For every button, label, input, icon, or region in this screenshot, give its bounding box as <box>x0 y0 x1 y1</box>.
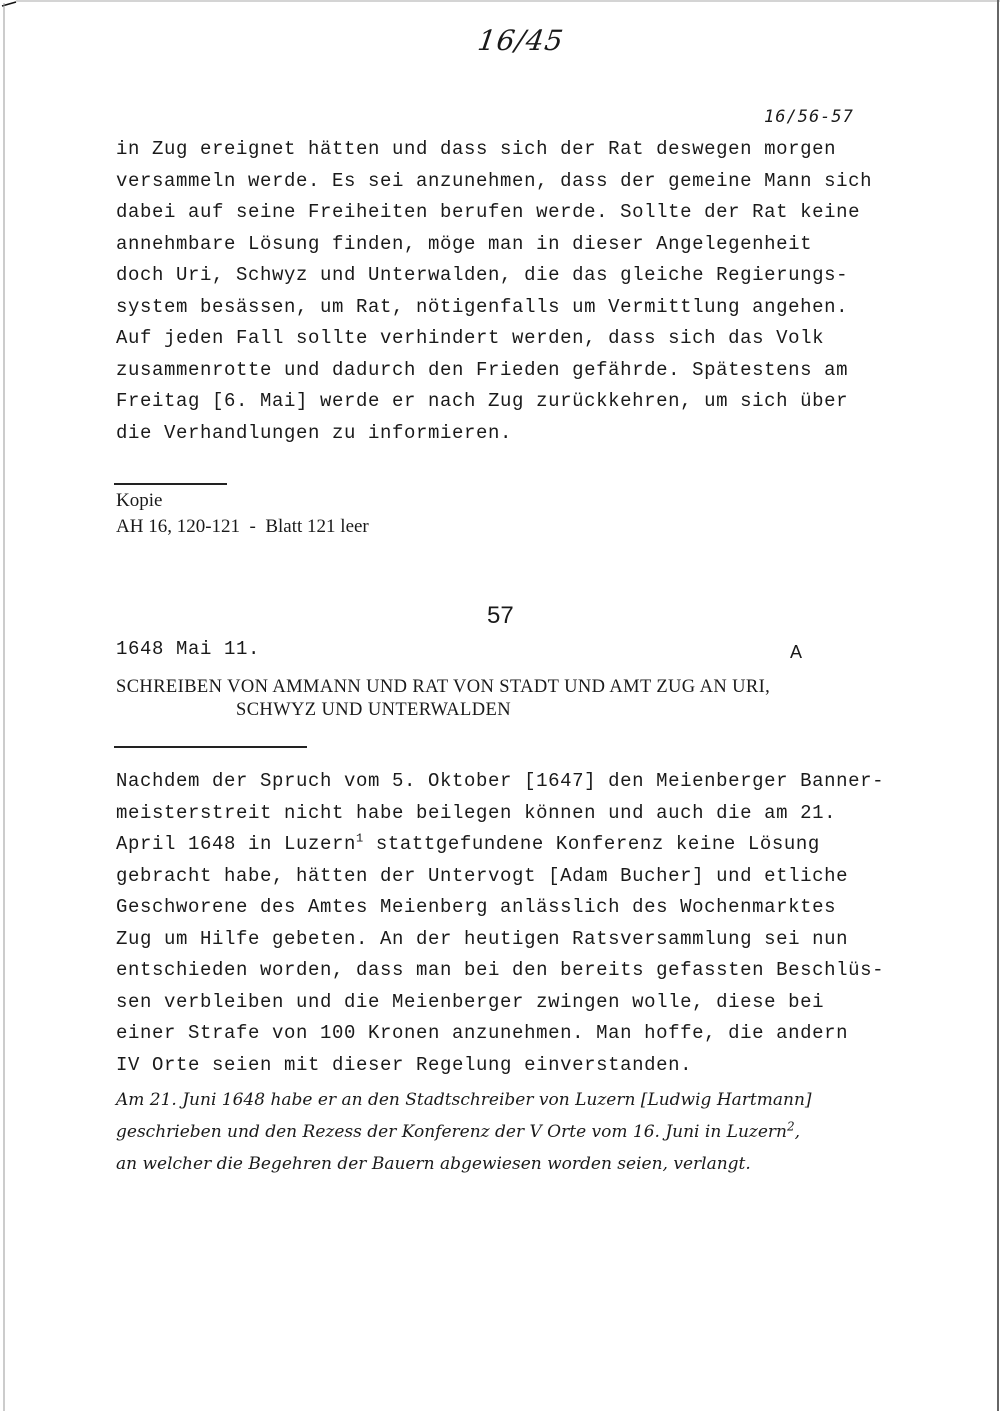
text-segment: stattgefundene Konferenz keine Lösung <box>363 833 820 855</box>
text-line: versammeln werde. Es sei anzunehmen, dass der gemeine Mann sich <box>116 169 873 192</box>
text-line: Am 21. Juni 1648 habe er an den Stadtschreiber von Luzern [Ludwig Hartmann] <box>116 1090 812 1110</box>
text-segment: geschrieben und den Rezess der Konferenz der V Orte vom 16. Juni in Luzern <box>116 1122 788 1142</box>
page-reference: 16/56-57 <box>764 107 854 127</box>
footnote-marker: 2 <box>787 1119 795 1134</box>
text-line: die Verhandlungen zu informieren. <box>116 421 513 444</box>
text-line: an welcher die Begehren der Bauern abgewiesen worden seien, verlangt. <box>116 1154 751 1174</box>
text-line: entschieden worden, dass man bei den bereits gefassten Beschlüs- <box>116 959 885 981</box>
text-line <box>116 1116 812 1148</box>
text-line: zusammenrotte und dadurch den Frieden gefährde. Spätestens am <box>116 358 849 381</box>
title-divider <box>114 746 307 748</box>
text-line: meisterstreit nicht habe beilegen können und auch die am 21. <box>116 801 837 824</box>
text-segment: April 1648 in Luzern <box>116 833 357 855</box>
text-line <box>116 829 906 861</box>
document-number: 57 <box>487 602 514 629</box>
text-line: doch Uri, Schwyz und Unterwalden, die das gleiche Regierungs- <box>116 264 849 286</box>
text-line: annehmbare Lösung finden, möge man in dieser Angelegenheit <box>116 232 813 255</box>
text-line: sen verbleiben und die Meienberger zwingen wolle, diese bei <box>116 990 825 1013</box>
text-line: gebracht habe, hätten der Untervogt [Adam Bucher] und etliche <box>116 864 849 887</box>
version-letter: A <box>790 642 803 662</box>
text-line: Auf jeden Fall sollte verhindert werden, dass sich das Volk <box>116 327 825 349</box>
text-line: Freitag [6. Mai] werde er nach Zug zurückkehren, um sich über <box>116 390 849 412</box>
summary-paragraph <box>116 766 906 1081</box>
footnote-marker: 1 <box>356 831 364 846</box>
source-reference: AH 16, 120-121 - Blatt 121 leer <box>116 516 369 537</box>
handwritten-addition <box>116 1084 812 1180</box>
source-type: Kopie <box>116 490 163 511</box>
title-line: SCHWYZ UND UNTERWALDEN <box>236 700 511 720</box>
text-line: IV Orte seien mit dieser Regelung einverstanden. <box>116 1053 693 1076</box>
section-divider <box>114 483 227 485</box>
text-line: Nachdem der Spruch vom 5. Oktober [1647] den Meienberger Banner- <box>116 770 885 792</box>
text-line: Zug um Hilfe gebeten. An der heutigen Ratsversammlung sei nun <box>116 927 849 950</box>
text-line: system besässen, um Rat, nötigenfalls um Vermittlung angehen. <box>116 295 849 318</box>
paragraph-continued <box>116 134 906 449</box>
document-date: 1648 Mai 11. <box>116 638 261 660</box>
text-line: in Zug ereignet hätten und dass sich der Rat deswegen morgen <box>116 138 837 160</box>
document-title <box>116 676 770 722</box>
text-line: Geschworene des Amtes Meienberg anlässlich des Wochenmarktes <box>116 896 837 918</box>
source-note <box>116 488 369 540</box>
handwritten-page-number: 16/45 <box>475 24 567 57</box>
text-line: einer Strafe von 100 Kronen anzunehmen. Man hoffe, die andern <box>116 1022 849 1044</box>
text-line: dabei auf seine Freiheiten berufen werde. Sollte der Rat keine <box>116 201 861 223</box>
title-line: SCHREIBEN VON AMMANN UND RAT VON STADT UND AMT ZUG AN URI, <box>116 677 771 697</box>
text-segment: , <box>794 1122 801 1142</box>
